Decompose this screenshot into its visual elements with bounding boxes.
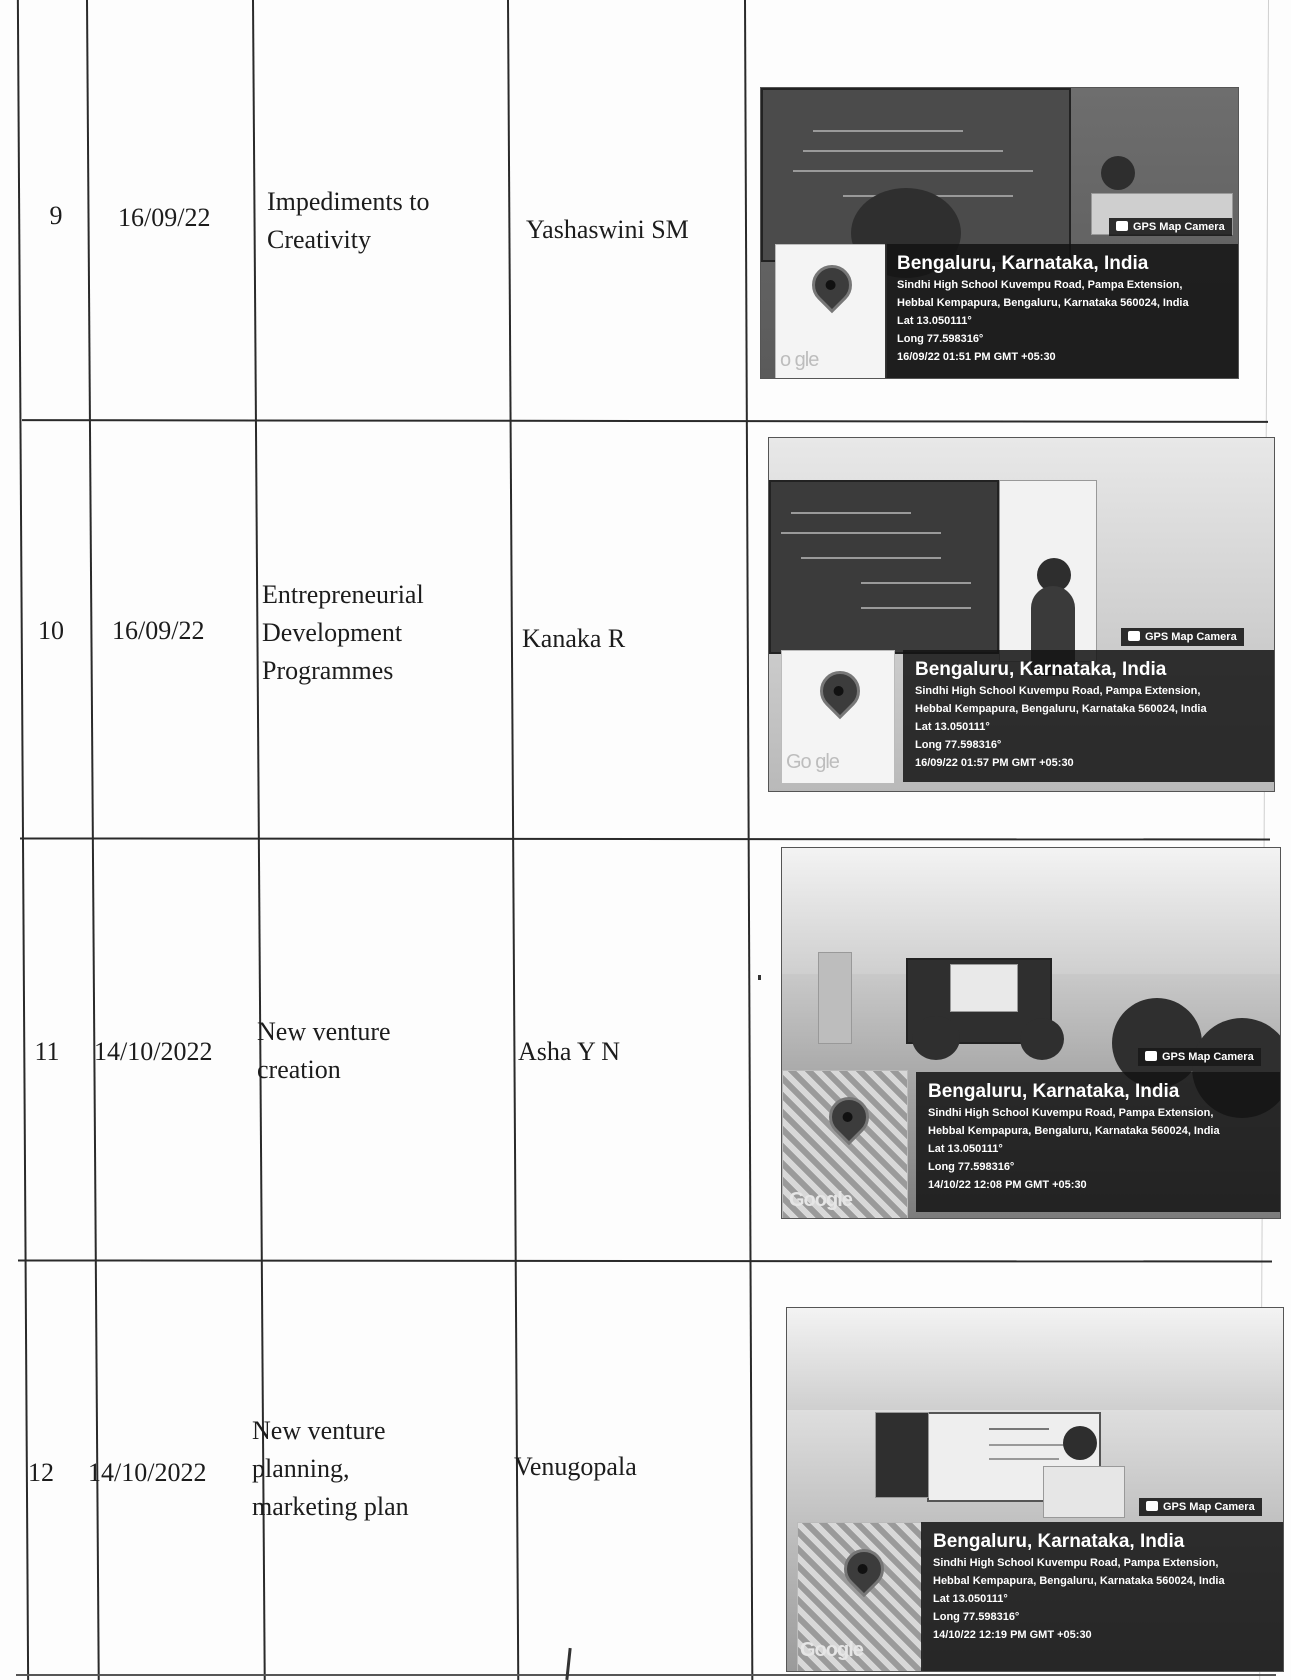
row-number: 9 xyxy=(49,201,63,230)
blackboard xyxy=(769,480,999,654)
camera-icon xyxy=(1116,221,1128,231)
row-number: 10 xyxy=(38,616,64,645)
audience-head xyxy=(912,1016,960,1060)
column-divider-topic-resource xyxy=(507,0,519,1680)
address-line-2: Hebbal Kempapura, Bengaluru, Karnataka 560024, India xyxy=(915,703,1207,715)
timestamp: 14/10/22 12:19 PM GMT +05:30 xyxy=(933,1629,1092,1641)
map-pin-icon xyxy=(836,1541,893,1598)
geotagged-photo xyxy=(760,87,1239,379)
geotagged-photo xyxy=(768,437,1275,792)
speaker-head xyxy=(1101,156,1135,190)
timestamp: 16/09/22 01:51 PM GMT +05:30 xyxy=(897,351,1056,363)
location-title: Bengaluru, Karnataka, India xyxy=(897,253,1149,274)
address-line-2: Hebbal Kempapura, Bengaluru, Karnataka 560024, India xyxy=(897,297,1189,309)
gps-camera-badge: GPS Map Camera xyxy=(1121,628,1244,646)
map-pin-icon xyxy=(804,257,861,314)
audience-head xyxy=(1020,1018,1064,1060)
door xyxy=(818,952,852,1044)
ceiling xyxy=(787,1308,1283,1410)
map-logo-text: Go gle xyxy=(786,751,839,773)
latitude: Lat 13.050111° xyxy=(915,721,990,733)
longitude: Long 77.598316° xyxy=(928,1161,1015,1173)
location-overlay xyxy=(885,244,1238,378)
location-overlay xyxy=(903,650,1274,782)
location-title: Bengaluru, Karnataka, India xyxy=(928,1081,1180,1102)
map-pin-icon xyxy=(821,1089,878,1146)
gps-camera-badge: GPS Map Camera xyxy=(1139,1498,1262,1516)
column-divider-no-date xyxy=(86,0,100,1680)
address-line-1: Sindhi High School Kuvempu Road, Pampa Extension, xyxy=(928,1107,1214,1119)
notice-board xyxy=(875,1412,929,1498)
map-logo-text: o gle xyxy=(780,349,819,371)
row-divider-9-10 xyxy=(22,419,1268,423)
address-line-1: Sindhi High School Kuvempu Road, Pampa Extension, xyxy=(915,685,1201,697)
row-number: 12 xyxy=(28,1458,54,1487)
row-date: 16/09/22 xyxy=(118,203,211,232)
row-divider-10-11 xyxy=(20,837,1270,840)
address-line-1: Sindhi High School Kuvempu Road, Pampa Extension, xyxy=(897,279,1183,291)
mini-map xyxy=(781,650,895,784)
mini-map xyxy=(775,244,887,379)
pen-dot xyxy=(758,975,761,980)
gps-camera-badge: GPS Map Camera xyxy=(1109,218,1232,236)
map-logo-text: Google xyxy=(800,1639,863,1661)
speaker-head xyxy=(1063,1426,1097,1460)
gps-camera-badge: GPS Map Camera xyxy=(1138,1048,1261,1066)
row-date: 14/10/2022 xyxy=(88,1458,207,1487)
row-number: 11 xyxy=(34,1037,60,1066)
laptop-podium xyxy=(1043,1466,1125,1518)
table-border-left xyxy=(17,0,29,1680)
address-line-1: Sindhi High School Kuvempu Road, Pampa Extension, xyxy=(933,1557,1219,1569)
ceiling xyxy=(782,848,1280,974)
row-resource-person: Yashaswini SM xyxy=(526,215,689,244)
longitude: Long 77.598316° xyxy=(897,333,984,345)
row-resource-person: Kanaka R xyxy=(522,624,626,653)
longitude: Long 77.598316° xyxy=(915,739,1002,751)
row-topic: Impediments to Creativity xyxy=(267,187,430,254)
row-resource-person: Venugopala xyxy=(514,1452,637,1481)
address-line-2: Hebbal Kempapura, Bengaluru, Karnataka 560024, India xyxy=(928,1125,1220,1137)
address-line-2: Hebbal Kempapura, Bengaluru, Karnataka 560024, India xyxy=(933,1575,1225,1587)
location-title: Bengaluru, Karnataka, India xyxy=(933,1531,1185,1552)
row-topic: Entrepreneurial Development Programmes xyxy=(262,580,424,685)
timestamp: 16/09/22 01:57 PM GMT +05:30 xyxy=(915,757,1074,769)
row-date: 14/10/2022 xyxy=(94,1037,213,1066)
location-overlay xyxy=(916,1072,1280,1212)
timestamp: 14/10/22 12:08 PM GMT +05:30 xyxy=(928,1179,1087,1191)
map-pin-icon xyxy=(812,663,869,720)
camera-icon xyxy=(1146,1501,1158,1511)
table-border-bottom xyxy=(16,1674,1276,1676)
location-overlay xyxy=(921,1522,1283,1671)
row-topic: New venture planning, marketing plan xyxy=(252,1416,409,1521)
latitude: Lat 13.050111° xyxy=(933,1593,1008,1605)
row-topic: New venture creation xyxy=(257,1017,391,1084)
map-logo-text: Google xyxy=(789,1189,852,1211)
row-resource-person: Asha Y N xyxy=(518,1037,621,1066)
camera-icon xyxy=(1128,631,1140,641)
mini-map xyxy=(782,1070,908,1219)
geotagged-photo xyxy=(786,1307,1284,1672)
latitude: Lat 13.050111° xyxy=(897,315,972,327)
latitude: Lat 13.050111° xyxy=(928,1143,1003,1155)
row-divider-11-12 xyxy=(18,1259,1272,1262)
poster xyxy=(950,964,1018,1012)
camera-icon xyxy=(1145,1051,1157,1061)
mini-map xyxy=(797,1522,923,1672)
geotagged-photo xyxy=(781,847,1281,1219)
row-date: 16/09/22 xyxy=(112,616,205,645)
longitude: Long 77.598316° xyxy=(933,1611,1020,1623)
location-title: Bengaluru, Karnataka, India xyxy=(915,659,1167,680)
